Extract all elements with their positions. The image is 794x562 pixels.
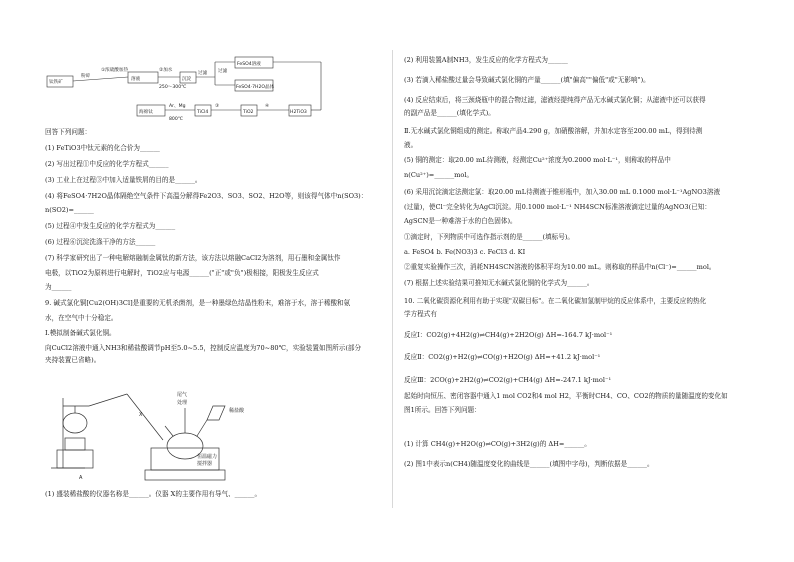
flow-label-3: 溶液 — [131, 77, 141, 82]
right-line-20: 起始时向恒压、密闭容器中通入1 mol CO2和4 mol H2，平衡时CH4、CO、CO2的物质的量随温度的变化如 — [404, 392, 728, 400]
left-line-1: (1) FeTiO3中钛元素的化合价为______ — [45, 144, 160, 152]
flow-label-16: 海绵钛 — [139, 110, 153, 115]
flow-label-10: FeSO4·7H2O晶体 — [236, 85, 275, 90]
apparatus-label-6: A — [79, 475, 83, 481]
right-line-7: n(Cu²⁺)=______mol。 — [404, 171, 474, 179]
flow-label-6: 过滤 — [198, 71, 208, 76]
right-line-19: 反应Ⅲ：2CO(g)+2H2(g)⇌CO2(g)+CH4(g) ΔH=-247.1 kJ·mol⁻¹ — [404, 376, 612, 384]
left-line-4: (4) 将FeSO4·7H2O晶体隔绝空气条件下高温分解得Fe2O3、SO3、SO2、H2O等，则该得气体中n(SO3)： — [45, 192, 368, 200]
flow-label-15: 800℃ — [169, 117, 183, 122]
left-line-9: 电极，以TiO2为原料进行电解时，TiO2应与电源______("正"或"负")极相接，阳极发生反应式 — [45, 269, 319, 277]
left-line-3: (3) 工业上在过程③中加入适量铁屑的目的是______。 — [45, 176, 202, 184]
left-line-10: 为______ — [45, 283, 72, 291]
right-line-15: 10. 二氧化碳资源化利用有助于实现"双碳目标"。在二氧化碳加氢制甲烷的反应体系中，主要反应的热化 — [404, 297, 707, 305]
flow-label-13: TiCl4 — [197, 110, 209, 115]
flow-label-11: H2TiO3 — [290, 110, 307, 115]
right-line-21: 图1所示。回答下列问题： — [404, 406, 481, 414]
left-line-7: (6) 过程⑥沉淀洗涤干净的方法______ — [45, 238, 156, 246]
apparatus-label-4: 恒温磁力 — [197, 454, 218, 460]
right-line-14: (7) 根据上述实验结果可推知无水碱式氯化铜的化学式为______。 — [404, 279, 594, 287]
apparatus-label-2: 稀盐酸 — [229, 408, 245, 414]
flow-label-1: 粉碎 — [81, 74, 91, 79]
left-line-12: 水，在空气中十分稳定。 — [45, 314, 118, 322]
right-line-2: (4) 反应结束后，将三颈烧瓶中的混合物过滤，滤液经提纯得产品无水碱式氯化铜；从滤液中还可以获得 — [404, 96, 706, 104]
right-line-17: 反应Ⅰ：CO2(g)+4H2(g)⇌CH4(g)+2H2O(g) ΔH=-164.7 kJ·mol⁻¹ — [404, 331, 613, 339]
right-line-3: 的副产品是______(填化学式)。 — [404, 109, 495, 117]
right-line-18: 反应Ⅱ：CO2(g)+H2(g)⇌CO(g)+H2O(g) ΔH=+41.2 kJ·mol⁻¹ — [404, 353, 601, 361]
left-line-11: 9. 碱式氯化铜[Cu2(OH)3Cl]是重要的无机杀菌剂，是一种墨绿色结晶性粉末，难溶于水，溶于稀酸和氨 — [45, 299, 351, 307]
apparatus-label-0: 尾气 — [177, 392, 188, 398]
right-line-8: (6) 采用沉淀滴定法测定氯：取20.00 mL待测液于锥形瓶中，加入30.00 mL 0.1000 mol·L⁻¹AgNO3溶液 — [404, 188, 721, 196]
left-line-5: n(SO2)=______ — [45, 206, 94, 214]
right-line-5: 液。 — [404, 141, 418, 149]
left-line-16: (1) 盛装稀盐酸的仪器名称是______。仪器 X的主要作用有导气、______。 — [45, 490, 262, 498]
left-line-6: (5) 过程④中发生反应的化学方程式为______ — [45, 222, 176, 230]
flow-label-2: ①浓硫酸加热 — [101, 68, 129, 73]
right-line-9: (过量)，使Cl⁻完全转化为AgCl沉淀。用0.1000 mol·L⁻¹ NH4SCN标准溶液滴定过量的AgNO3(已知： — [404, 203, 711, 211]
right-line-0: (2) 利用装置A制NH3，发生反应的化学方程式为______ — [404, 56, 568, 64]
right-line-4: Ⅱ.无水碱式氯化铜组成的测定。称取产品4.290 g，加硝酸溶解，并加水定容至200.00 mL，得到待测 — [404, 127, 703, 135]
right-line-10: AgSCN是一种难溶于水的白色固体)。 — [404, 217, 517, 225]
right-line-1: (3) 若滴入稀盐酸过量会导致碱式氯化铜的产量______(填"偏高""偏低"或"无影响")。 — [404, 76, 650, 84]
flow-label-5: 250～300℃ — [159, 85, 187, 90]
right-line-12: a. FeSO4 b. Fe(NO3)3 c. FeCl3 d. KI — [404, 248, 526, 256]
flow-label-12: TiO2 — [243, 110, 254, 115]
apparatus-diagram — [45, 368, 265, 481]
right-line-16: 学方程式有 — [404, 310, 437, 318]
right-line-6: (5) 铜的测定：取20.00 mL待测液，经测定Cu²⁺浓度为0.2000 mol·L⁻¹，则称取的样品中 — [404, 156, 671, 164]
column-divider — [392, 50, 393, 508]
flow-label-4: ②加水 — [159, 68, 173, 73]
flow-label-14: Ar、Mg — [169, 104, 186, 109]
flow-label-17: ③ — [215, 104, 220, 109]
process-flow-diagram — [45, 50, 390, 130]
flow-label-0: 钛铁矿 — [49, 80, 63, 85]
left-line-14: 向CuCl2溶液中通入NH3和稀盐酸调节pH至5.0~5.5，控制反应温度为70~80℃，实验装置如图所示(部分 — [45, 344, 362, 352]
right-line-11: ①滴定时，下列物质中可选作指示剂的是______(填标号)。 — [404, 233, 574, 241]
right-line-22: (1) 计算 CH4(g)+H2O(g)⇌CO(g)+3H2(g)的 ΔH=______。 — [404, 440, 591, 448]
right-line-13: ②重复实验操作三次，消耗NH4SCN溶液的体积平均为10.00 mL。则称取的样品中n(Cl⁻)=______mol。 — [404, 263, 716, 271]
right-line-23: (2) 图1中表示n(CH4)随温度变化的曲线是______(填图中字母)，判断依据是______。 — [404, 460, 654, 468]
apparatus-label-5: 搅拌器 — [197, 461, 213, 467]
left-line-2: (2) 写出过程①中反应的化学方程式______ — [45, 160, 169, 168]
flow-label-8: 过滤 — [218, 69, 228, 74]
left-line-0: 回答下列问题： — [45, 128, 92, 136]
apparatus-label-3: X — [139, 412, 143, 418]
apparatus-label-1: 处理 — [177, 400, 188, 406]
flow-label-7: 沉淀 — [182, 77, 192, 82]
left-line-15: 夹持装置已省略)。 — [45, 356, 101, 364]
flow-label-9: FeSO4溶液 — [237, 62, 261, 67]
flow-label-18: ④ — [265, 104, 270, 109]
left-line-13: Ⅰ.模拟制备碱式氯化铜。 — [45, 329, 116, 337]
left-line-8: (7) 科学家研究出了一种电解熔融制金属钛的新方法，该方法以熔融CaCl2为溶剂，用石墨和金属钛作 — [45, 254, 341, 262]
